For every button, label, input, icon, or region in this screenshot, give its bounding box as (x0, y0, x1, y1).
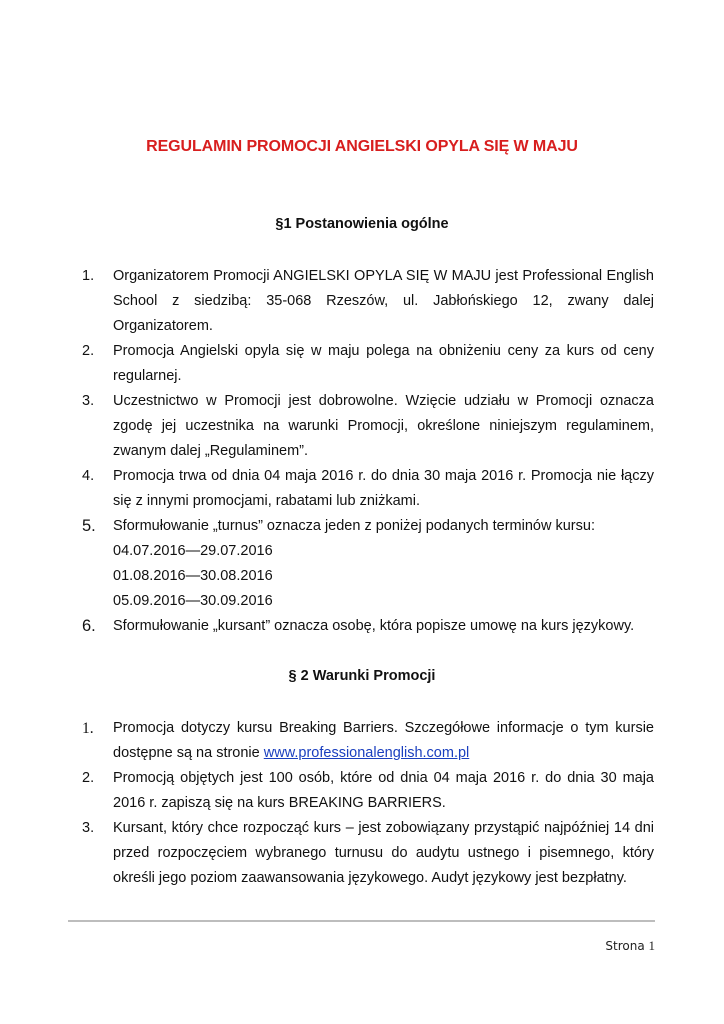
list-number: 5. (82, 517, 96, 535)
document-title: REGULAMIN PROMOCJI ANGIELSKI OPYLA SIĘ W MAJU (146, 138, 578, 155)
turnus-date-range: 05.09.2016—30.09.2016 (113, 593, 273, 609)
list-item-text: Promocją objętych jest 100 osób, które od dnia 04 maja 2016 r. do dnia 30 maja 2016 r. zapiszą się na kurs BREAKING BARRIERS. (113, 770, 654, 811)
list-number: 1. (82, 720, 94, 737)
list-number: 1. (82, 268, 95, 284)
list-item-text: Sformułowanie „kursant” oznacza osobę, która popisze umowę na kurs językowy. (113, 618, 635, 634)
section-2-heading: § 2 Warunki Promocji (288, 668, 436, 684)
section-1-heading: §1 Postanowienia ogólne (275, 216, 449, 232)
list-item-text: Promocja trwa od dnia 04 maja 2016 r. do dnia 30 maja 2016 r. Promocja nie łączy się z innymi promocjami, rabatami lub zniżkami. (113, 468, 654, 509)
list-item (82, 716, 654, 766)
page-footer (605, 938, 655, 954)
page-number: 1 (648, 938, 655, 953)
list-number: 6. (82, 617, 96, 635)
list-item (82, 389, 654, 464)
section-1-list (82, 264, 654, 639)
website-link[interactable]: www.professionalenglish.com.pl (263, 745, 470, 761)
list-number: 3. (82, 393, 95, 409)
list-number: 3. (82, 820, 95, 836)
list-item (82, 766, 654, 816)
list-item (82, 264, 654, 339)
list-item (82, 614, 654, 639)
page-label: Strona (605, 939, 645, 953)
list-item (82, 514, 654, 614)
list-item-text: Sformułowanie „turnus” oznacza jeden z poniżej podanych terminów kursu: (113, 518, 595, 534)
list-item-text: Kursant, który chce rozpocząć kurs – jest zobowiązany przystąpić najpóźniej 14 dni przed rozpoczęciem wybranego turnusu do audytu ustnego i pisemnego, który określi jego poziom zaawansowania językowego. Audyt językowy jest bezpłatny. (113, 820, 654, 886)
turnus-date-range: 01.08.2016—30.08.2016 (113, 568, 273, 584)
list-item (82, 816, 654, 891)
list-number: 2. (82, 343, 95, 359)
turnus-date-range: 04.07.2016—29.07.2016 (113, 543, 273, 559)
list-item-text: Uczestnictwo w Promocji jest dobrowolne. Wzięcie udziału w Promocji oznacza zgodę jej uczestnika na warunki Promocji, określone niniejszym regulaminem, zwanym dalej „Regulaminem”. (113, 393, 654, 459)
list-item (82, 339, 654, 389)
list-item-text: Organizatorem Promocji ANGIELSKI OPYLA SIĘ W MAJU jest Professional English School z siedzibą: 35-068 Rzeszów, ul. Jabłońskiego 12, zwany dalej Organizatorem. (113, 268, 654, 334)
list-item-text (113, 716, 654, 766)
list-item (82, 464, 654, 514)
section-2-list (82, 716, 654, 891)
list-number: 4. (82, 468, 95, 484)
list-item-text-body: Promocja dotyczy kursu Breaking Barriers. Szczegółowe informacje o tym kursie dostępne są na stronie (113, 720, 654, 761)
list-item-text: Promocja Angielski opyla się w maju polega na obniżeniu ceny za kurs od ceny regularnej. (113, 343, 654, 384)
list-number: 2. (82, 770, 95, 786)
footer-divider (68, 920, 655, 922)
